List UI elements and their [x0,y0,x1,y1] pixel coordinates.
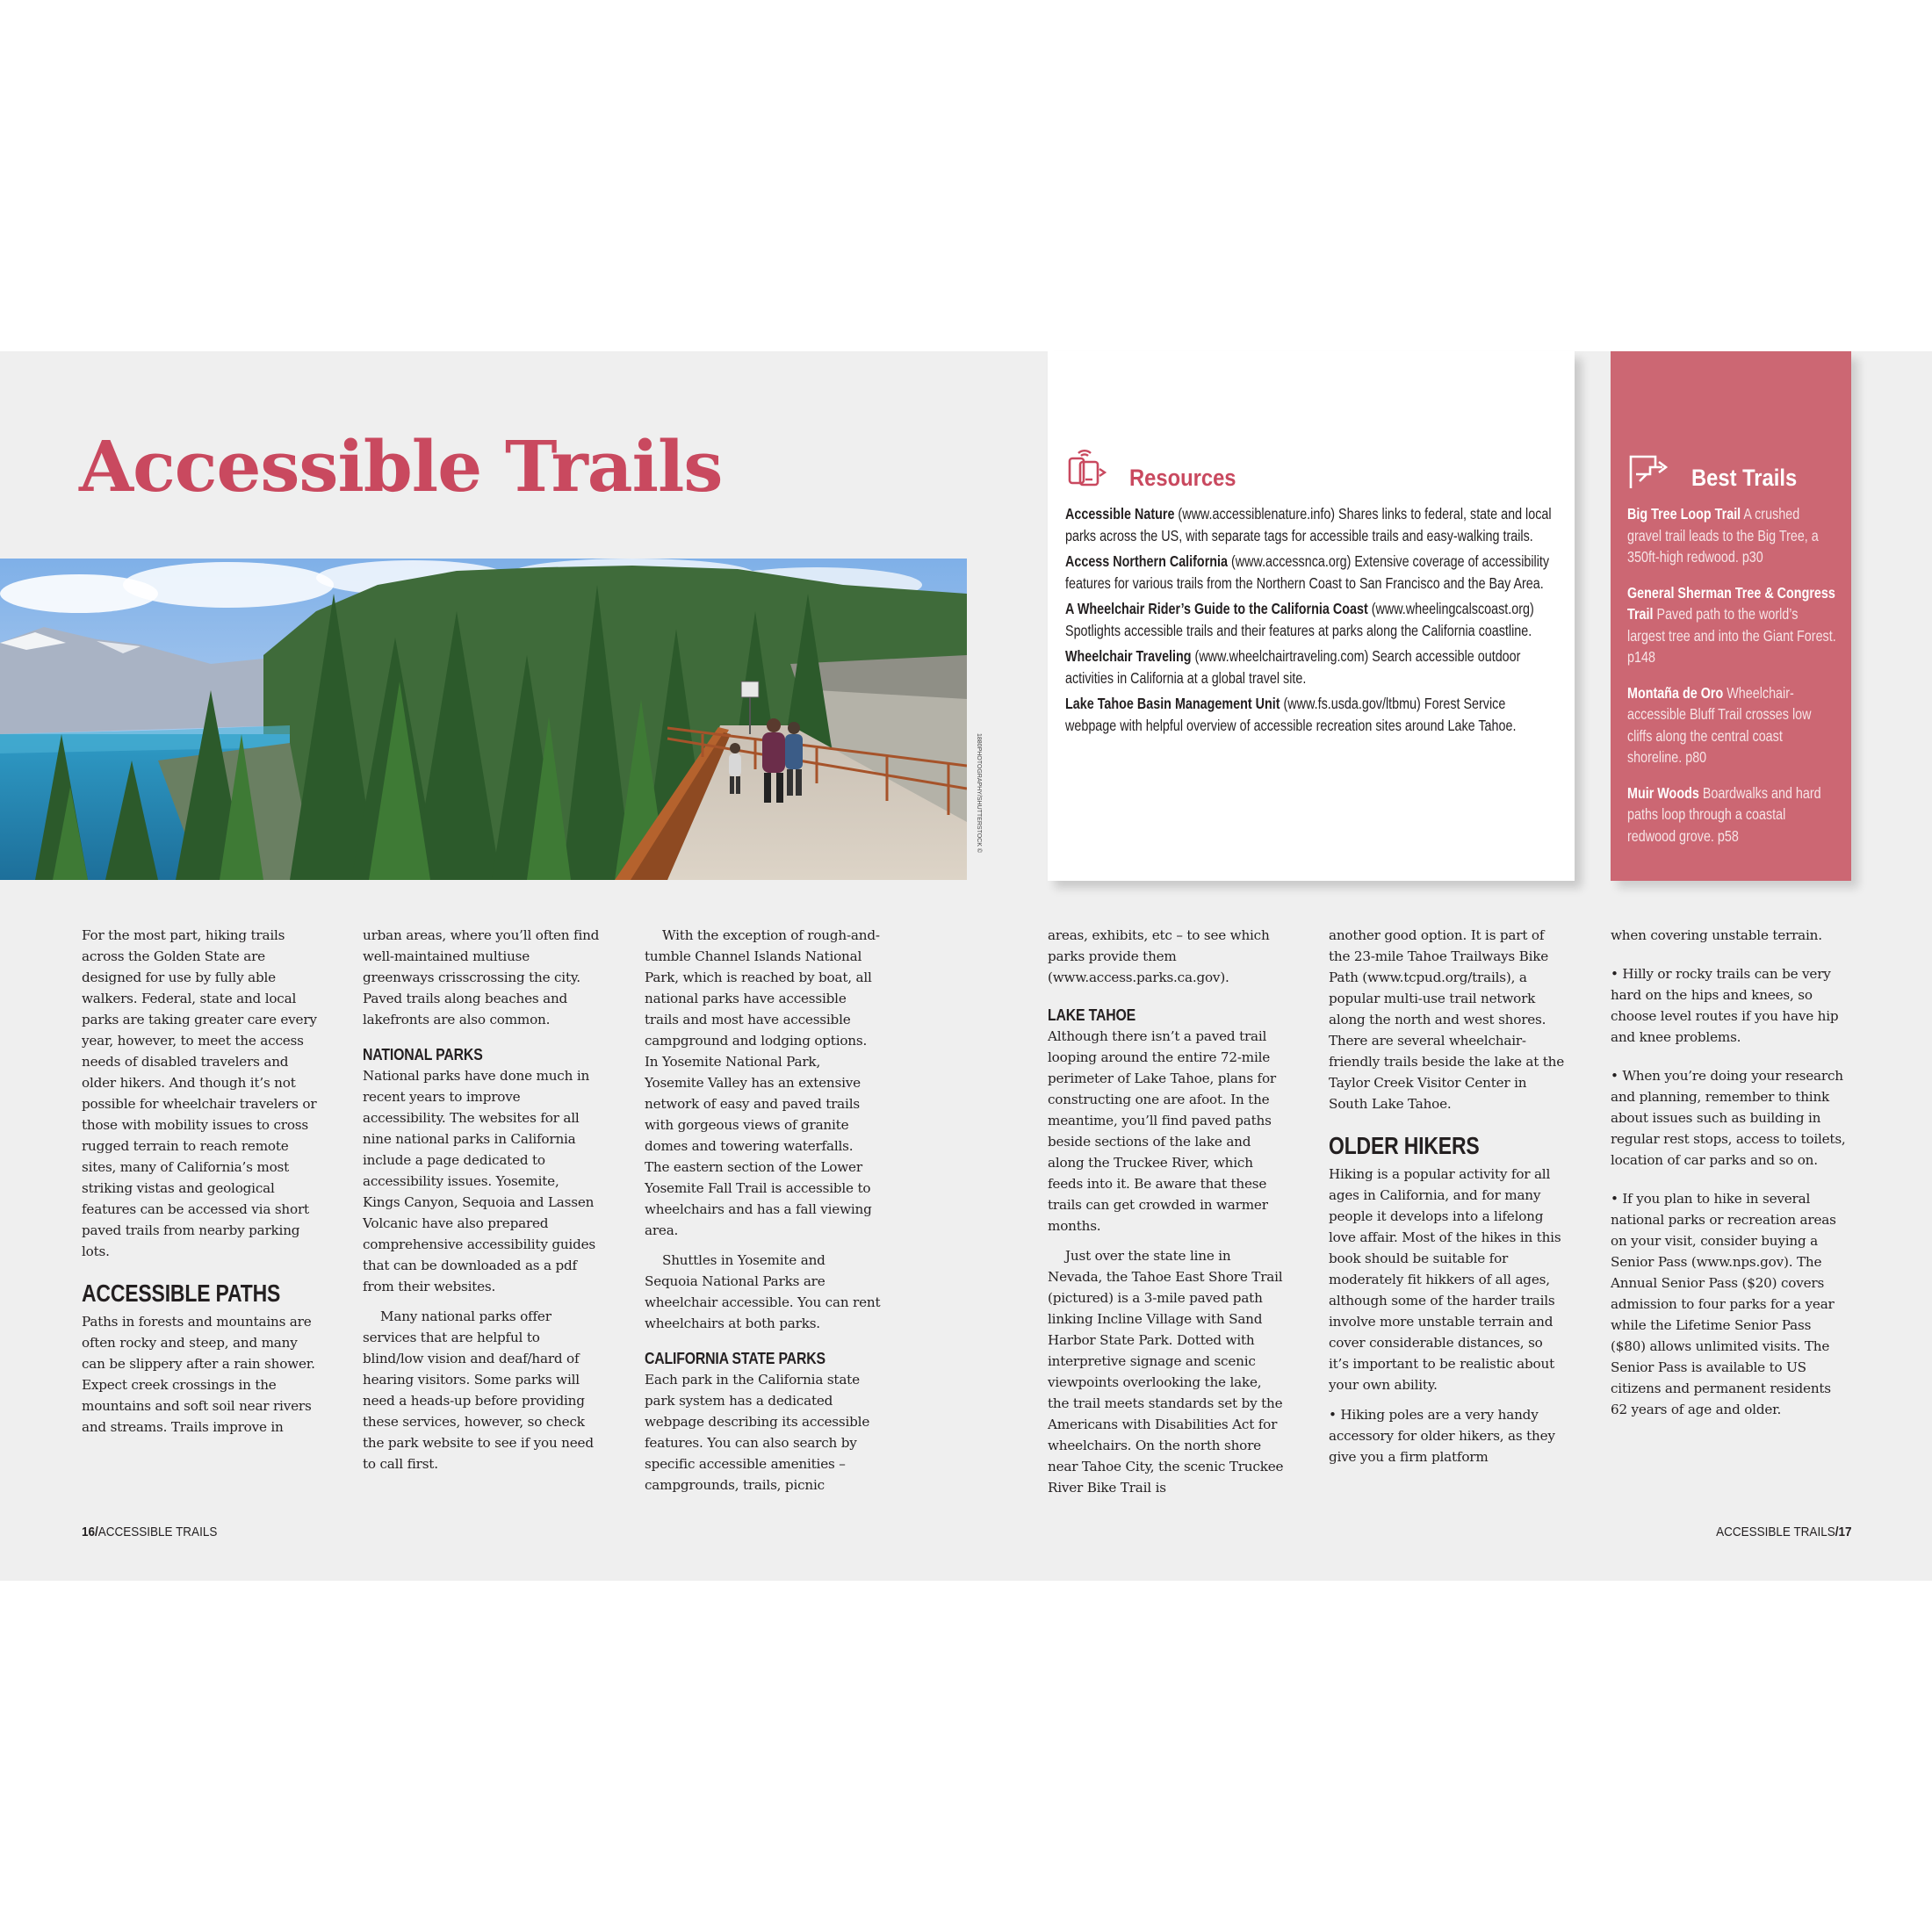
bullet-paragraph: • If you plan to hike in several national parks or recreation areas on your visit, consider buying a Senior Pass (www.nps.gov). The Annual Senior Pass ($20) covers admission to four parks for a year while the Lifetime Senior Pass ($80) allows unlimited visits. The Senior Pass is available to US citizens and permanent residents 62 years of age and older. [1611,1191,1836,1417]
bullet-paragraph: • Hilly or rocky trails can be very hard on the hips and knees, so choose level routes if you have hip and knee problems. [1611,966,1839,1045]
resource-item [1065,503,1555,546]
body-paragraph: areas, exhibits, etc – to see which parks provide them (www.access.parks.ca.gov). [1048,927,1270,985]
resource-name: Wheelchair Traveling [1065,647,1192,665]
resource-item [1065,645,1555,688]
state-parks-heading: CALIFORNIA STATE PARKS [645,1350,825,1367]
intro-paragraph: For the most part, hiking trails across the Golden State are designed for use by fully able walkers. Federal, state and local parks are taking greater care every year, however, to meet the access needs of disabled travelers and older hikers. And though it’s not possible for wheelchair travelers or those with mobility issues to cross rugged terrain to reach remote sites, many of California’s most striking vistas and geological features can be accessed via short paved trails from nearby parking lots. [82,927,317,1259]
body-column-1 [82,925,319,1438]
bullet-paragraph: • When you’re doing your research and planning, remember to think about issues such as building in regular rest stops, access to toilets, location of car parks and so on. [1611,1068,1846,1168]
best-trail-item [1627,782,1836,847]
resource-item [1065,598,1555,641]
body-paragraph: when covering unstable terrain. [1611,927,1822,943]
best-trails-list [1627,503,1836,861]
photo-credit: 1880PHOTOGRAPHY/SHUTTERSTOCK © [976,733,982,853]
body-paragraph: Shuttles in Yosemite and Sequoia National Parks are wheelchair accessible. You can rent wheelchairs at both parks. [645,1252,881,1331]
resource-item [1065,693,1555,736]
body-paragraph: urban areas, where you’ll often find well-maintained multiuse greenways crisscrossing the city. Paved trails along beaches and lakefronts are also common. [363,927,600,1027]
best-trail-desc: Paved path to the world’s largest tree and into the Giant Forest. p148 [1627,605,1836,666]
best-trail-item [1627,582,1836,668]
body-column-5 [1329,925,1566,1467]
body-column-6 [1611,925,1848,1420]
devices-icon [1064,446,1110,492]
footer-right [1716,1525,1851,1539]
resources-title: Resources [1129,465,1236,491]
bullet-paragraph: • Hiking poles are a very handy accessory for older hikers, as they give you a firm platform [1329,1407,1555,1465]
resource-desc: (www.accessiblenature.info) Shares links to federal, state and local parks across the US, with separate tags for accessible trails and easy-walking trails. [1065,505,1552,544]
best-trail-name: Montaña de Oro [1627,683,1724,702]
accessible-paths-heading: ACCESSIBLE PATHS [82,1280,281,1307]
footer-label-right: ACCESSIBLE TRAILS [1715,1525,1835,1539]
body-paragraph: With the exception of rough-and-tumble Channel Islands National Park, which is reached by boat, all national parks have accessible trails and most have accessible campground and lodging options. In Yosemite National Park, Yosemite Valley has an extensive network of easy and paved trails with gorgeous views of granite domes and towering waterfalls. The eastern section of the Lower Yosemite Fall Trail is accessible to wheelchairs and has a fall viewing area. [645,927,880,1238]
footer-separator: / [95,1525,98,1539]
best-trail-name: Muir Woods [1627,783,1699,802]
body-column-3 [645,925,882,1496]
resource-desc: (www.wheelchairtraveling.com) Search accessible outdoor activities in California at a global travel site. [1065,647,1521,687]
resource-name: Accessible Nature [1065,505,1175,523]
body-column-4 [1048,925,1285,1498]
best-trail-item [1627,503,1836,568]
lake-tahoe-heading: LAKE TAHOE [1048,1006,1136,1024]
best-trail-name: Big Tree Loop Trail [1627,505,1741,523]
resources-list [1065,503,1555,740]
best-trail-item [1627,682,1836,768]
best-trail-desc: Boardwalks and hard paths loop through a coastal redwood grove. p58 [1627,783,1821,845]
page-number-left: 16 [82,1525,96,1539]
footer-separator: / [1835,1525,1838,1539]
best-trail-desc: Wheelchair-accessible Bluff Trail crosses low cliffs along the central coast shoreline. p80 [1627,683,1812,766]
body-paragraph: Paths in forests and mountains are often rocky and steep, and many can be slippery after a rain shower. Expect creek crossings in the mountains and soft soil near rivers and streams. Trails improve in [82,1314,315,1435]
resource-desc: (www.wheelingcalscoast.org) Spotlights accessible trails and their features at parks along the California coastline. [1065,600,1534,639]
body-paragraph: Many national parks offer services that are helpful to blind/low vision and deaf/hard of hearing visitors. Some parks will need a heads-up before providing these services, however, so check the park website to see if you need to call first. [363,1308,594,1472]
body-column-2 [363,925,600,1474]
resource-item [1065,551,1555,594]
page-number-right: 17 [1837,1525,1851,1539]
body-paragraph: Just over the state line in Nevada, the Tahoe East Shore Trail (pictured) is a 3-mile paved path linking Incline Village with Sand Harbor State Park. Dotted with interpretive signage and scenic viewpoints overlooking the lake, the trail meets standards set by the Americans with Disabilities Act for wheelchairs. On the north shore near Tahoe City, the scenic Truckee River Bike Trail is [1048,1248,1284,1496]
best-trail-desc: A crushed gravel trail leads to the Big Tree, a 350ft-high redwood. p30 [1627,505,1819,566]
lake-tahoe-bridge-image [0,559,967,880]
body-paragraph: Although there isn’t a paved trail looping around the entire 72-mile perimeter of Lake Tahoe, plans for constructing one are afoot. In the meantime, you’ll find paved paths beside sections of the lake and along the Truckee River, which feeds into it. Be aware that these trails can get crowded in warmer months. [1048,1028,1276,1234]
resource-name: A Wheelchair Rider’s Guide to the California Coast [1065,600,1368,617]
footer-label-left: ACCESSIBLE TRAILS [97,1525,218,1539]
resource-desc: (www.accessnca.org) Extensive coverage of accessibility features for various trails from the Northern Coast to San Francisco and the Bay Area. [1065,552,1550,592]
body-paragraph: Hiking is a popular activity for all ages in California, and for many people it develops into a lifelong love affair. Most of the hikes in this book should be suitable for moderately fit hikkers of all ages, although some of the harder trails involve more unstable terrain and cover considerable distances, so it’s important to be realistic about your own ability. [1329,1166,1561,1393]
page-title: Accessible Trails [79,425,723,508]
resource-name: Access Northern California [1065,552,1229,570]
trail-sign-icon [1627,451,1680,492]
best-trail-name: General Sherman Tree & Congress Trail [1627,583,1835,623]
footer-left [82,1525,217,1539]
national-parks-heading: NATIONAL PARKS [363,1046,483,1063]
body-paragraph: Each park in the California state park system has a dedicated webpage describing its accessible features. You can also search by specific accessible amenities – campgrounds, trails, picnic [645,1372,870,1493]
older-hikers-heading: OLDER HIKERS [1329,1132,1480,1159]
body-paragraph: another good option. It is part of the 23-mile Tahoe Trailways Bike Path (www.tcpud.org/trails), a popular multi-use trail network along the north and west shores. There are several wheelchair-friendly trails beside the lake at the Taylor Creek Visitor Center in South Lake Tahoe. [1329,927,1565,1112]
body-paragraph: National parks have done much in recent years to improve accessibility. The websites for all nine national parks in California include a page dedicated to accessibility issues. Yosemite, Kings Canyon, Sequoia and Lassen Volcanic have also prepared comprehensive accessibility guides that can be downloaded as a pdf from their websites. [363,1068,595,1294]
best-trails-title: Best Trails [1691,465,1798,491]
resource-name: Lake Tahoe Basin Management Unit [1065,695,1280,712]
resource-desc: (www.fs.usda.gov/ltbmu) Forest Service webpage with helpful overview of accessible recreation sites around Lake Tahoe. [1065,695,1517,734]
trail-photo [0,559,967,880]
